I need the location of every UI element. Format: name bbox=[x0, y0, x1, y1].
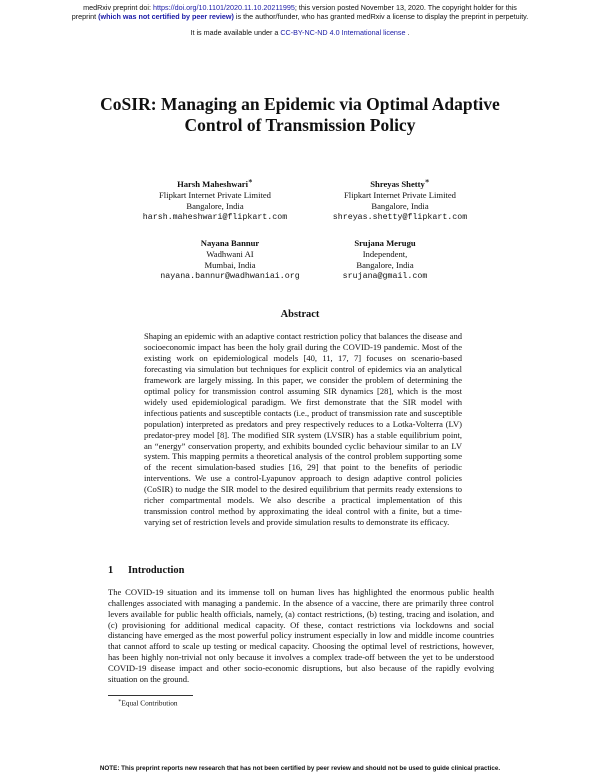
author-name: Srujana Merugu bbox=[354, 238, 416, 248]
footnote-text: Equal Contribution bbox=[121, 698, 178, 708]
author-name: Harsh Maheshwari∗ bbox=[177, 177, 253, 189]
peer-review-notice: (which was not certified by peer review) bbox=[98, 12, 234, 21]
section-heading bbox=[108, 565, 184, 576]
abstract-heading: Abstract bbox=[280, 309, 320, 320]
author-email: srujana@gmail.com bbox=[342, 272, 428, 281]
banner-line-2: preprint (which was not certified by peer review) is the author/funder, who has granted medRxiv a license to display the preprint in perpetuity. bbox=[71, 12, 529, 21]
footnote bbox=[118, 698, 178, 707]
author-location: Bangalore, India bbox=[186, 200, 244, 211]
author-location: Bangalore, India bbox=[356, 260, 414, 270]
author-email: shreyas.shetty@flipkart.com bbox=[332, 212, 468, 222]
peer-review-disclaimer: NOTE: This preprint reports new research that has not been certified by peer review and should not be used to guide clinical practice. bbox=[99, 765, 501, 772]
author-location: Mumbai, India bbox=[204, 260, 256, 270]
license-line: It is made available under a CC-BY-NC-ND 4.0 International license . bbox=[190, 28, 410, 37]
author-block bbox=[130, 176, 300, 223]
intro-paragraph: The COVID-19 situation and its immense toll on human lives has highlighted the enormous public health challenges associated with managing a pandemic. In the absence of a vaccine, there are primarily three control levers available for public health officials, namely, (a) contact restrictions, (b) testing, tracing and isolation, and (c) provisioning for additional medical capacity. Of these, contact restrictions via lockdowns and social distancing have emerged as the most powerful policy instrument especially in low and middle income countries that cannot afford to scale up testing or medical capacity. Choosing the optimal level of restrictions, however, has been highly non-trivial not only because it involves a complex trade-off between the yet to be understood COVID-19 disease impact and other socio-economic disruptions, but also because of the rapidly evolving situation on the ground. bbox=[108, 587, 494, 684]
author-email: harsh.maheshwari@flipkart.com bbox=[142, 212, 288, 222]
author-name: Shreyas Shetty∗ bbox=[370, 177, 430, 189]
author-mark: ∗ bbox=[247, 177, 253, 185]
footnote-mark: ∗ bbox=[118, 699, 122, 704]
author-email: nayana.bannur@wadhwaniai.org bbox=[160, 272, 300, 281]
author-affiliation: Flipkart Internet Private Limited bbox=[159, 189, 271, 200]
author-location: Bangalore, India bbox=[371, 200, 429, 211]
license-link[interactable]: CC-BY-NC-ND 4.0 International license bbox=[280, 28, 406, 37]
author-affiliation: Flipkart Internet Private Limited bbox=[344, 189, 456, 200]
footnote-divider bbox=[108, 695, 193, 696]
author-block bbox=[330, 238, 440, 282]
author-name: Nayana Bannur bbox=[200, 238, 260, 248]
doi-link[interactable]: https://doi.org/10.1101/2020.11.10.20211995 bbox=[153, 3, 295, 12]
title-line-2: Control of Transmission Policy bbox=[184, 115, 416, 135]
title-line-1: CoSIR: Managing an Epidemic via Optimal Adaptive bbox=[100, 94, 500, 114]
banner-line-1: medRxiv preprint doi: https://doi.org/10.1101/2020.11.10.20211995; this version posted November 13, 2020. The copyright holder for this bbox=[83, 3, 517, 12]
abstract-body: Shaping an epidemic with an adaptive contact restriction policy that balances the disease and socioeconomic impact has been the holy grail during the COVID-19 pandemic. Most of the existing work on epidemiological models [40, 11, 17, 7] focuses on scenario-based forecasting via simulation but techniques for explicit control of epidemics via an analytical framework are largely missing. In this paper, we consider the problem of determining the optimal policy for transmission control assuming SIR dynamics [28], which is the most widely used epidemiological paradigm. We first demonstrate that the SIR model with infectious patients and susceptible contacts (i.e., product of transmission rate and susceptible population) interpreted as predators and prey respectively reduces to a Lotka-Volterra (LV) predator-prey model [8]. The modified SIR system (LVSIR) has a stable equilibrium point, an “energy” conservation property, and exhibits bounded cyclic behaviour similar to an LV system. This mapping permits a theoretical analysis of the control problem supporting some of the recent simulation-based studies [16, 29] that point to the benefits of periodic interventions. We use a control-Lyapunov approach to design adaptive control policies (CoSIR) to nudge the SIR model to the desired equilibrium that permits ready extensions to richer compartmental models. We also describe a practical implementation of this transmission control method by approximating the ideal control with a finite, but a time-varying set of restriction levels and provide simulation results to demonstrate its efficacy. bbox=[144, 331, 462, 528]
preprint-banner bbox=[0, 3, 600, 21]
paper-title bbox=[60, 94, 540, 136]
author-block bbox=[320, 176, 480, 223]
author-mark: ∗ bbox=[424, 177, 430, 185]
section-title: Introduction bbox=[128, 565, 185, 576]
author-affiliation: Independent, bbox=[362, 249, 408, 259]
author-affiliation: Wadhwani AI bbox=[206, 249, 254, 259]
section-number: 1 bbox=[108, 565, 114, 576]
author-block bbox=[150, 238, 310, 282]
